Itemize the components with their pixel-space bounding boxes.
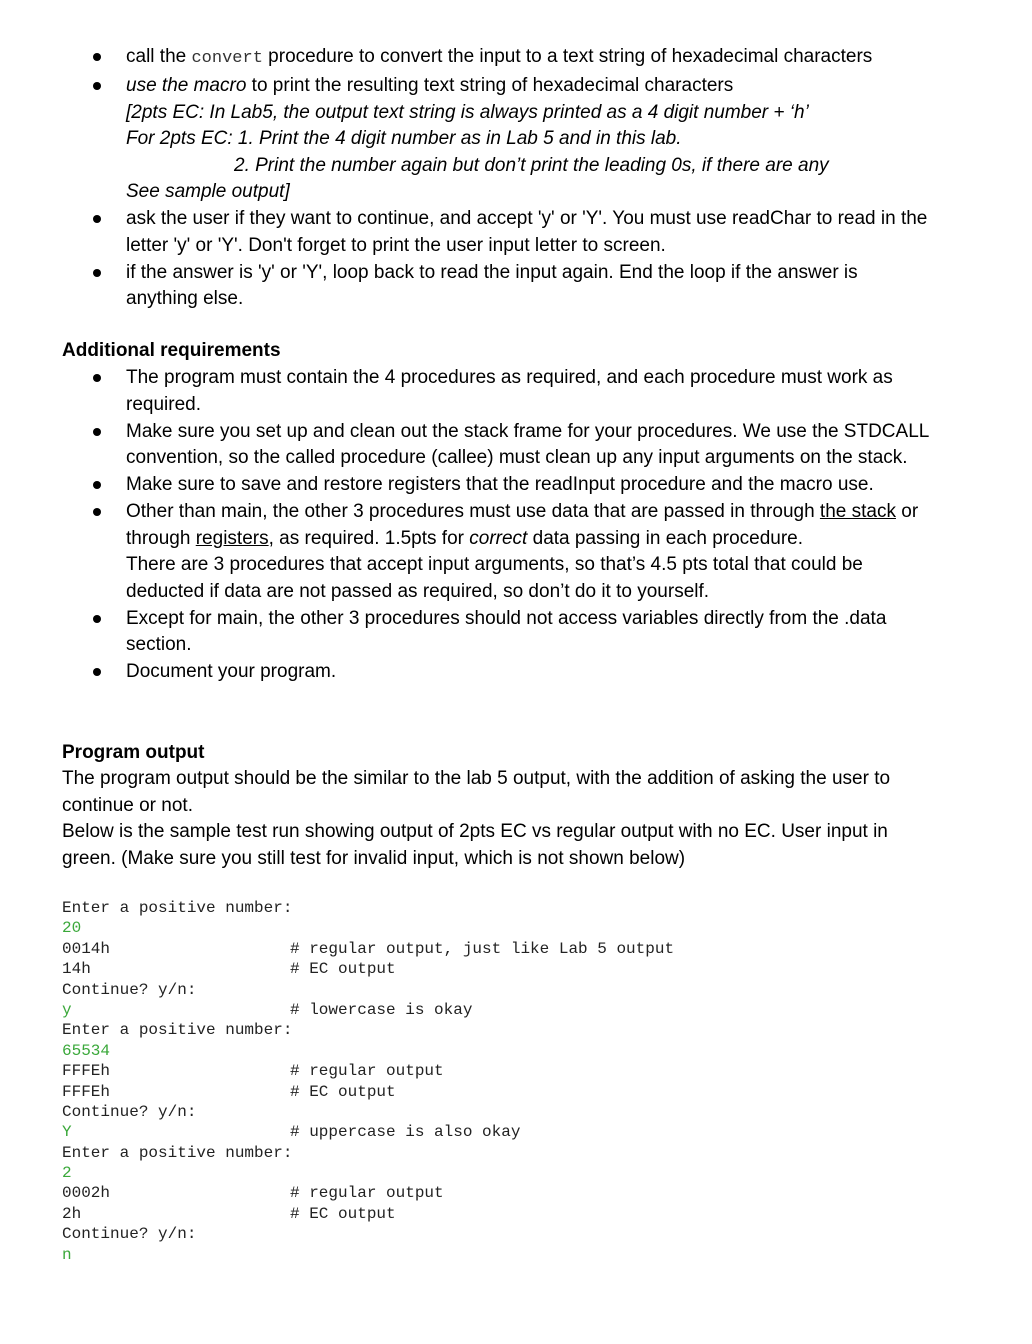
output-line (62, 1102, 292, 1122)
bullet-icon (93, 269, 101, 277)
output-comment: # regular output (290, 1184, 444, 1203)
output-line (62, 1183, 444, 1203)
program-output: Enter a positive number: (62, 899, 293, 917)
output-line (62, 1163, 292, 1183)
bullet-icon (93, 508, 101, 516)
bullet-icon (93, 53, 101, 61)
output-comment: # regular output, just like Lab 5 output (290, 939, 675, 958)
bullet-icon (93, 428, 101, 436)
section-heading: Additional requirements (62, 340, 281, 361)
output-line (62, 1000, 473, 1020)
program-output: 2h (62, 1204, 82, 1223)
inline-code: convert (191, 49, 263, 68)
output-line (62, 939, 675, 959)
program-output: FFFEh (62, 1062, 111, 1081)
ec-note-line: See sample output] (126, 181, 290, 202)
sample-output (62, 898, 675, 1265)
section-heading: Program output (62, 742, 205, 763)
bullet-icon (93, 615, 101, 623)
output-line (62, 959, 396, 979)
requirements-list (0, 365, 1032, 686)
bullet-icon (93, 668, 101, 676)
output-line (62, 1224, 292, 1244)
list-item: use the macro to print the resulting text string of hexadecimal characters [2pts EC: In Lab5, the output text string is always printed as a 4 digit number + ‘h’ For 2pts EC: 1. Print the 4 digit number as in Lab 5 and in this lab. 2. Print the number again but don’t print the leading 0s, if there are any See sample output] (0, 73, 1032, 206)
output-comment: # EC output (290, 1204, 396, 1223)
program-output: Continue? y/n: (62, 1102, 197, 1121)
output-line (62, 1122, 521, 1142)
output-comment: # EC output (290, 1082, 396, 1101)
output-comment: # uppercase is also okay (290, 1123, 521, 1142)
bullet-icon (93, 481, 101, 489)
program-output: FFFEh (62, 1082, 111, 1101)
output-line (62, 1082, 396, 1102)
program-output: Continue? y/n: (62, 1225, 197, 1244)
list-item: Make sure you set up and clean out the stack frame for your procedures. We use the STDCALL convention, so the called procedure (callee) must clean up any input arguments on the stack. (0, 419, 1032, 472)
program-output: 14h (62, 960, 91, 979)
output-line (62, 1143, 292, 1163)
program-output: 0002h (62, 1184, 111, 1203)
list-item: Other than main, the other 3 procedures must use data that are passed in through the stack or through registers, as required. 1.5pts for correct data passing in each procedure. There are 3 procedures that accept input arguments, so that’s 4.5 pts total that could be deducted if data are not passed as required, so don’t do it to yourself. (0, 499, 1032, 605)
program-output: Continue? y/n: (62, 980, 197, 999)
output-line (62, 1245, 292, 1265)
program-output: Enter a positive number: (62, 1021, 293, 1040)
output-line (62, 1061, 444, 1081)
program-output: 0014h (62, 939, 111, 958)
user-input: 20 (62, 919, 82, 938)
ec-note-line: For 2pts EC: 1. Print the 4 digit number as in Lab 5 and in this lab. (126, 128, 682, 149)
output-comment: # lowercase is okay (290, 1000, 473, 1019)
output-line (62, 898, 292, 918)
user-input: 2 (62, 1164, 72, 1183)
ec-note-line: [2pts EC: In Lab5, the output text string is always printed as a 4 digit number + ‘h’ (126, 101, 809, 123)
output-line (62, 1204, 396, 1224)
list-item: if the answer is 'y' or 'Y', loop back to read the input again. End the loop if the answer is anything else. (0, 260, 1032, 313)
output-description: The program output should be the similar to the lab 5 output, with the addition of asking the user to continue or not. Below is the sample test run showing output of 2pts EC vs regular output with no EC. User input in green. (Make sure you still test for invalid input, which is not shown below) (62, 768, 891, 869)
list-item: call the convert procedure to convert the input to a text string of hexadecimal characters (0, 44, 1032, 73)
user-input: n (62, 1245, 72, 1264)
ec-note-line: 2. Print the number again but don’t print the leading 0s, if there are any (234, 154, 829, 176)
output-line (62, 1041, 292, 1061)
user-input: Y (62, 1123, 72, 1142)
output-comment: # regular output (290, 1062, 444, 1081)
output-line (62, 918, 292, 938)
program-output: Enter a positive number: (62, 1143, 293, 1162)
list-item: Document your program. (0, 659, 1032, 686)
bullet-icon (93, 215, 101, 223)
list-item: Make sure to save and restore registers that the readInput procedure and the macro use. (0, 472, 1032, 499)
list-item: Except for main, the other 3 procedures should not access variables directly from the .data section. (0, 606, 1032, 659)
list-item: ask the user if they want to continue, and accept 'y' or 'Y'. You must use readChar to read in the letter 'y' or 'Y'. Don't forget to print the user input letter to screen. (0, 206, 1032, 259)
output-comment: # EC output (290, 960, 396, 979)
bullet-icon (93, 82, 101, 90)
user-input: y (62, 1000, 72, 1019)
steps-list (0, 44, 1032, 313)
bullet-icon (93, 374, 101, 382)
user-input: 65534 (62, 1041, 111, 1060)
output-line (62, 1020, 292, 1040)
output-line (62, 980, 292, 1000)
list-item: The program must contain the 4 procedures as required, and each procedure must work as required. (0, 365, 1032, 418)
